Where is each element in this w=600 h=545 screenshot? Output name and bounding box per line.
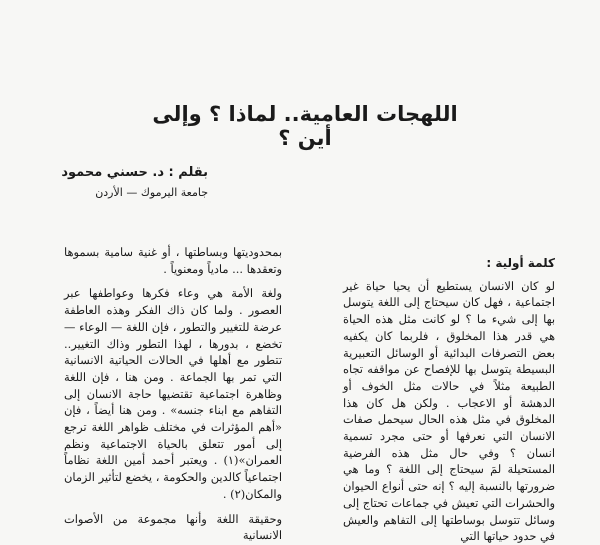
left-column: [64, 244, 282, 544]
author-affiliation: جامعة اليرموك — الأردن: [95, 186, 208, 199]
byline: [28, 165, 208, 199]
article-title: اللهجات العامية.. لماذا ؟ وإلى أين ؟: [152, 102, 458, 151]
author-name: بقلم : د. حسني محمود: [61, 165, 208, 180]
body-paragraph: لو كان الانسان يستطيع أن يحيا حياة غير اجتماعية ، فهل كان سيحتاج إلى اللغة يتوسل بها إلى شيء ما ؟ لو كانت مثل هذه الحياة هي قدر هذا المخلوق ، فلربما كان يكفيه بعض التصرفات البدائية أو الوسائل التعبيرية البسيطة يتوسل بها للإفصاح عن مواقفه تجاه الطبيعة مثلاً في حالات مثل الخوف أو الدهشة أو الاعجاب . ولكن هل كان هذا المخلوق في مثل هذه الحال سيحمل صفات الانسان التي نعرفها أو حتى مجرد تسمية انسان ؟ وفي حال مثل هذه الفرضية المستحيلة لمَ سيحتاج إلى اللغة ؟ وما هي ضرورتها بالنسبة إليه ؟ إنه حتى أنواع الحيوان والحشرات التي تعيش في جماعات تحتاج إلى وسائل تتوسل بوساطتها إلى التفاهم والعيش في حدود حياتها التي: [343, 278, 555, 544]
paragraph-gap: [64, 503, 282, 511]
right-column: [343, 255, 555, 545]
body-paragraph: بمحدوديتها وبساطتها ، أو غنية سامية بسموها وتعقدها ... مادياً ومعنوياً .: [64, 245, 282, 276]
body-paragraph: ولغة الأمة هي وعاء فكرها وعواطفها عبر العصور . ولما كان ذاك الفكر وهذه العاطفة عرضة للتغيير والتطور ، فإن اللغة — الوعاء — تخضع ، بدورها ، لهذا التطور وذاك التغيير.. تتطور مع أهلها في الحالات الحياتية الانسانية التي تمر بها الجماعة . ومن هنا ، فإن اللغة وظاهرة اجتماعية تقتضيها حاجة الانسان إلى التفاهم مع ابناء جنسه» . ومن هنا أيضاً ، فإن «أهم المؤثرات في مختلف ظواهر اللغة ترجع إلى أمور تتعلق بالحياة الاجتماعية ونظم العمران»(١) . ويعتبر أحمد أمين اللغة نظاماً اجتماعياً كالدين والحكومة ، يخضع لتأثير الزمان والمكان(٢) .: [64, 286, 282, 501]
section-heading: كلمة أولية :: [486, 256, 555, 270]
body-paragraph: وحقيقة اللغة وأنها مجموعة من الأصوات الانسانية: [64, 511, 282, 543]
paragraph-gap: [64, 277, 282, 285]
